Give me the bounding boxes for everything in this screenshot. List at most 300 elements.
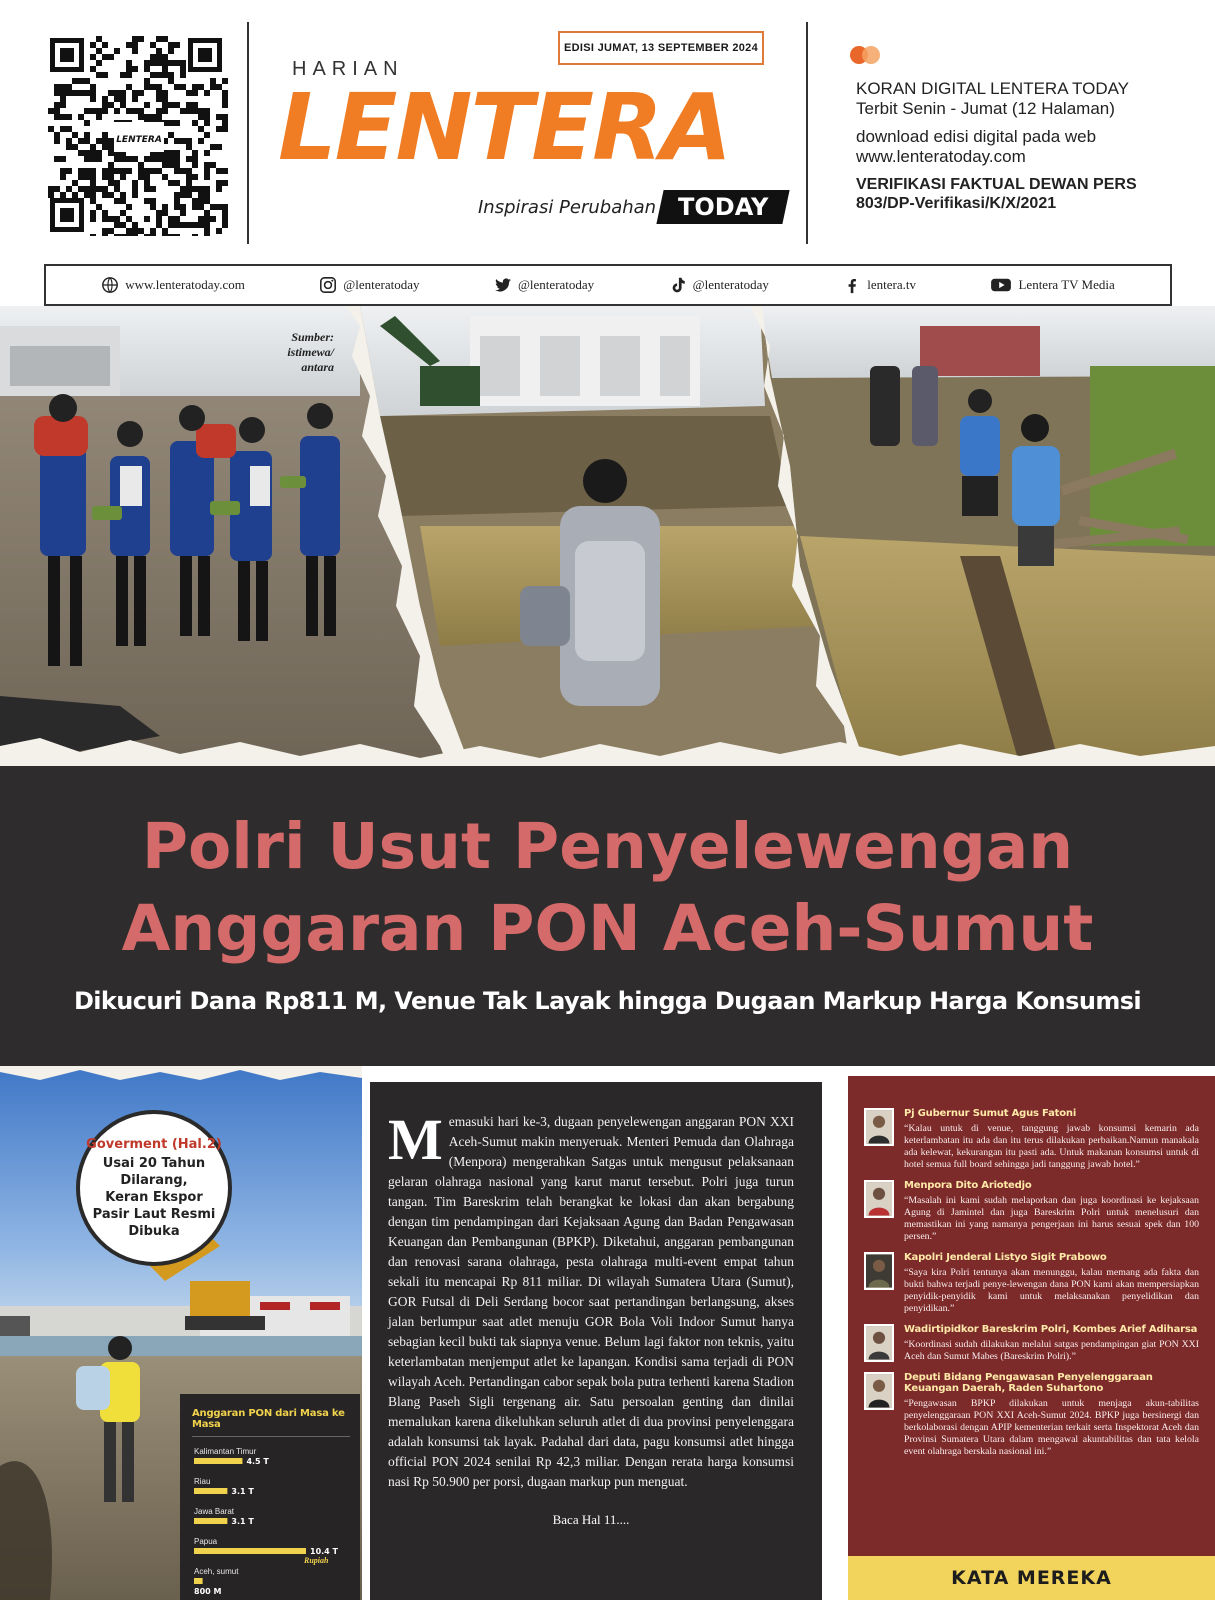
qr-module — [120, 234, 126, 236]
article-text: emasuki hari ke-3, dugaan penyelewengan anggaran PON XXI Aceh-Sumut makin menyeruak. Menteri Pemuda dan Olahraga (Menpora) mengerahkan Satgas untuk mengusut pelaksanaan gelaran olahraga nasional yang karut marut tersebut. Polri juga turun tangan. Tim Bareskrim telah berangkat ke lokasi dan akan bergabung dengan tim pendampingan dari Kejaksaan Agung dan Badan Pengawasan Keuangan dan Pembangunan (BPKP). Diketahui, anggaran pembangunan dan renovasi sarana olahraga, pesta olahraga multi-event empat tahun sekali itu mencapai Rp 811 miliar. Di wilayah Sumatera Utara (Sumut), GOR Futsal di Deli Serdang bocor saat pertandingan berlangsung, akses jalan berlumpur saat atlet menuju GOR Bola Voli Indoor Sumut hanya sebagian kecil bukti tak siapnya venue. Belum lagi faktor non teknis, yaitu keterlambatan menjemput atlet ke lapangan. Kondisi sama terjadi di PON wilayah Aceh. Pertandingan cabor sepak bola putra terhenti karena Stadion Blang Paseh Sigli tergenang air. Satu persoalan genting dan dinilai memalukan karena dikeluhkan seluruh atlet di dua provinsi penyelenggara adalah konsumsi tak layak. Padahal dari data, pagu konsumsi atlet hingga official PON 2024 senilai Rp 42,3 miliar. Dengan rerata harga konsumsi nasi Rp 50.900 per porsi, dugaan markup pun menguat. — [388, 1114, 794, 1489]
qr-module — [120, 156, 126, 162]
qr-module — [174, 162, 180, 168]
qr-module — [216, 144, 222, 150]
qr-module — [156, 48, 162, 54]
qr-module — [162, 102, 168, 108]
qr-module — [162, 156, 168, 162]
masthead-logo[interactable]: LENTERA — [278, 74, 731, 181]
qr-module — [78, 114, 84, 120]
qr-module — [162, 162, 168, 168]
qr-module — [108, 54, 114, 60]
promo-line: Keran Ekspor — [105, 1189, 203, 1205]
qr-module — [204, 192, 210, 198]
social-tiktok[interactable] — [669, 276, 769, 294]
qr-module — [204, 216, 210, 222]
qr-module — [66, 90, 72, 96]
qr-module — [222, 204, 228, 210]
chart-value-label: 4.5 T — [246, 1457, 269, 1466]
qr-module — [210, 162, 216, 168]
qr-module — [192, 204, 198, 210]
qr-module — [114, 198, 120, 204]
avatar — [864, 1180, 894, 1218]
qr-module — [48, 192, 54, 198]
qr-module — [138, 108, 144, 114]
qr-module — [84, 138, 90, 144]
qr-module — [102, 42, 108, 48]
qr-module — [156, 156, 162, 162]
qr-module — [126, 216, 132, 222]
globe-icon — [101, 276, 119, 294]
qr-module — [138, 36, 144, 42]
quote-item — [864, 1108, 1199, 1171]
quote-speaker: Deputi Bidang Pengawasan Penyelenggaraan Keuangan Daerah, Raden Suhartono — [904, 1372, 1153, 1394]
facebook-icon — [843, 276, 861, 294]
qr-module — [60, 84, 66, 90]
qr-module — [114, 156, 120, 162]
qr-module — [204, 108, 210, 114]
qr-module — [84, 90, 90, 96]
qr-module — [132, 90, 138, 96]
qr-module — [192, 234, 198, 236]
qr-module — [108, 174, 114, 180]
qr-module — [78, 186, 84, 192]
social-youtube[interactable] — [990, 276, 1114, 294]
qr-code — [48, 36, 228, 236]
qr-module — [144, 102, 150, 108]
qr-module — [150, 198, 156, 204]
quote-content — [904, 1372, 1199, 1458]
qr-module — [108, 162, 114, 168]
budget-chart — [180, 1394, 360, 1600]
qr-module — [186, 222, 192, 228]
qr-module — [96, 138, 102, 144]
qr-module — [186, 90, 192, 96]
qr-module — [222, 210, 228, 216]
verification-line: 803/DP-Verifikasi/K/X/2021 — [856, 195, 1057, 212]
qr-module — [60, 168, 66, 174]
qr-module — [180, 210, 186, 216]
qr-module — [114, 90, 120, 96]
qr-module — [174, 180, 180, 186]
qr-module — [156, 168, 162, 174]
qr-module — [198, 186, 204, 192]
qr-module — [108, 90, 114, 96]
qr-module — [174, 168, 180, 174]
qr-module — [144, 60, 150, 66]
quote-speaker: Kapolri Jenderal Listyo Sigit Prabowo — [904, 1252, 1107, 1263]
qr-module — [90, 234, 96, 236]
qr-module — [180, 186, 186, 192]
qr-module — [78, 168, 84, 174]
qr-module — [60, 174, 66, 180]
quote-speaker: Pj Gubernur Sumut Agus Fatoni — [904, 1108, 1077, 1119]
qr-module — [102, 96, 108, 102]
qr-module — [132, 228, 138, 234]
qr-module — [138, 114, 144, 120]
qr-module — [132, 186, 138, 192]
qr-module — [102, 144, 108, 150]
qr-module — [102, 132, 108, 138]
qr-module — [168, 60, 174, 66]
continue-link[interactable]: Baca Hal 11.... — [552, 1512, 630, 1527]
qr-module — [174, 198, 180, 204]
qr-module — [114, 234, 120, 236]
quote-text: “Pengawasan BPKP dilakukan untuk menjaga akun-tabilitas penyelenggaraan PON XXI Aceh-Sumut 2024. BPKP juga bersinergi dan berkolaborasi dengan APIP kementerian terkait serta Inspektorat Aceh dan Provinsi Sumatera Utara dalam mengawal akuntabilitas dan tata kelola event olahraga berskala nasional ini.” — [904, 1398, 1199, 1457]
qr-module — [72, 180, 78, 186]
qr-module — [150, 156, 156, 162]
qr-module — [120, 168, 126, 174]
chart-bar — [194, 1518, 227, 1524]
qr-module — [186, 108, 192, 114]
qr-module — [174, 60, 180, 66]
qr-module — [150, 186, 156, 192]
qr-module — [162, 204, 168, 210]
qr-module — [114, 48, 120, 54]
tiktok-icon — [669, 276, 687, 294]
qr-module — [222, 168, 228, 174]
qr-module — [186, 156, 192, 162]
qr-module — [126, 72, 132, 78]
qr-module — [222, 90, 228, 96]
qr-module — [102, 54, 108, 60]
qr-module — [216, 204, 222, 210]
qr-module — [174, 84, 180, 90]
qr-module — [210, 216, 216, 222]
social-website[interactable] — [101, 276, 245, 294]
qr-module — [168, 216, 174, 222]
quote-speaker: Menpora Dito Ariotedjo — [904, 1180, 1032, 1191]
qr-module — [162, 228, 168, 234]
qr-module — [192, 84, 198, 90]
qr-module — [90, 180, 96, 186]
qr-module — [180, 222, 186, 228]
qr-module — [222, 120, 228, 126]
qr-module — [162, 66, 168, 72]
qr-module — [60, 126, 66, 132]
qr-module — [162, 72, 168, 78]
qr-module — [54, 186, 60, 192]
today-label: TODAY — [677, 193, 769, 221]
qr-module — [222, 126, 228, 132]
info-line: download edisi digital pada web — [856, 127, 1097, 146]
qr-module — [108, 102, 114, 108]
qr-module — [96, 150, 102, 156]
qr-module — [66, 138, 72, 144]
qr-module — [216, 186, 222, 192]
person-icon — [866, 1254, 892, 1288]
qr-module — [54, 102, 60, 108]
qr-module — [96, 186, 102, 192]
chart-value-label: 3.1 T — [231, 1517, 254, 1526]
qr-module — [108, 150, 114, 156]
qr-module — [198, 222, 204, 228]
qr-module — [186, 138, 192, 144]
qr-module — [210, 204, 216, 210]
chart-value-label: 10.4 T — [310, 1547, 338, 1556]
masthead-tagline: Inspirasi Perubahan — [478, 197, 657, 218]
qr-module — [192, 108, 198, 114]
qr-module — [174, 138, 180, 144]
main-article — [370, 1082, 822, 1600]
qr-module — [180, 84, 186, 90]
qr-module — [126, 204, 132, 210]
qr-module — [198, 216, 204, 222]
qr-module — [156, 222, 162, 228]
avatar — [864, 1324, 894, 1362]
social-label: @lenteratoday — [692, 277, 769, 292]
qr-module — [108, 192, 114, 198]
qr-module — [84, 150, 90, 156]
article-dropcap: M — [388, 1107, 443, 1172]
qr-module — [204, 234, 210, 236]
qr-module — [150, 42, 156, 48]
qr-module — [102, 216, 108, 222]
qr-module — [192, 120, 198, 126]
qr-module — [84, 192, 90, 198]
social-instagram[interactable] — [319, 276, 419, 294]
qr-module — [96, 48, 102, 54]
qr-module — [120, 174, 126, 180]
qr-module — [114, 168, 120, 174]
social-label: Lentera TV Media — [1018, 277, 1115, 292]
qr-module — [84, 120, 90, 126]
qr-module — [132, 222, 138, 228]
qr-module — [78, 138, 84, 144]
qr-module — [102, 192, 108, 198]
promo-line: Pasir Laut Resmi — [92, 1206, 216, 1222]
qr-logo-text: LENTERA — [116, 135, 162, 145]
qr-module — [48, 186, 54, 192]
qr-module — [102, 102, 108, 108]
qr-module — [78, 150, 84, 156]
article-body — [388, 1107, 794, 1492]
qr-module — [102, 228, 108, 234]
qr-module — [204, 162, 210, 168]
chart-bar — [194, 1488, 227, 1494]
qr-code-graphic — [48, 36, 228, 236]
qr-module — [156, 210, 162, 216]
qr-module — [186, 144, 192, 150]
qr-module — [150, 234, 156, 236]
qr-module — [90, 54, 96, 60]
qr-module — [120, 192, 126, 198]
qr-module — [72, 132, 78, 138]
quote-content — [904, 1252, 1199, 1315]
qr-module — [144, 78, 150, 84]
qr-module — [174, 120, 180, 126]
qr-module — [90, 96, 96, 102]
qr-module — [192, 150, 198, 156]
headline-subtitle: Dikucuri Dana Rp811 M, Venue Tak Layak hingga Dugaan Markup Harga Konsumsi — [73, 987, 1142, 1015]
qr-module — [174, 42, 180, 48]
qr-module — [108, 144, 114, 150]
quote-item — [864, 1180, 1199, 1243]
qr-module — [210, 78, 216, 84]
qr-module — [120, 198, 126, 204]
chart-category-label: Riau — [194, 1477, 211, 1486]
headline-line-2: Anggaran PON Aceh-Sumut — [121, 892, 1094, 965]
qr-module — [66, 144, 72, 150]
qr-module — [174, 150, 180, 156]
chart-title: Anggaran PON dari Masa ke Masa — [192, 1408, 345, 1430]
qr-module — [180, 138, 186, 144]
qr-module — [180, 192, 186, 198]
quote-item — [864, 1324, 1199, 1363]
qr-module — [66, 168, 72, 174]
avatar — [864, 1108, 894, 1146]
qr-module — [168, 150, 174, 156]
qr-module — [108, 168, 114, 174]
qr-module — [198, 204, 204, 210]
qr-module — [60, 156, 66, 162]
qr-module — [144, 66, 150, 72]
qr-module — [90, 108, 96, 114]
qr-module — [162, 108, 168, 114]
publication-info — [856, 79, 1201, 213]
qr-module — [120, 210, 126, 216]
qr-module — [96, 60, 102, 66]
qr-module — [210, 84, 216, 90]
chart-divider — [192, 1436, 350, 1437]
qr-module — [144, 234, 150, 236]
brand-dot — [862, 46, 880, 64]
qr-module — [96, 204, 102, 210]
qr-module — [90, 66, 96, 72]
qr-module — [144, 168, 150, 174]
qr-module — [90, 156, 96, 162]
qr-module — [156, 108, 162, 114]
qr-module — [78, 174, 84, 180]
qr-module — [204, 90, 210, 96]
qr-module — [204, 174, 210, 180]
qr-module — [204, 210, 210, 216]
qr-module — [126, 42, 132, 48]
qr-module — [168, 102, 174, 108]
chart-category-label: Aceh, sumut — [194, 1567, 239, 1576]
chart-unit-note: Rupiah — [304, 1556, 329, 1565]
qr-module — [126, 60, 132, 66]
qr-module — [102, 174, 108, 180]
qr-module — [114, 108, 120, 114]
qr-module — [84, 174, 90, 180]
qr-module — [138, 168, 144, 174]
chart-value-label: 3.1 T — [231, 1487, 254, 1496]
qr-module — [156, 90, 162, 96]
qr-module — [162, 90, 168, 96]
qr-module — [60, 102, 66, 108]
qr-module — [216, 84, 222, 90]
qr-module — [174, 234, 180, 236]
qr-module — [222, 216, 228, 222]
qr-module — [168, 156, 174, 162]
qr-module — [60, 114, 66, 120]
qr-module — [96, 108, 102, 114]
qr-module — [168, 48, 174, 54]
qr-module — [192, 162, 198, 168]
qr-module — [156, 216, 162, 222]
qr-module — [198, 108, 204, 114]
qr-module — [210, 144, 216, 150]
qr-module — [174, 156, 180, 162]
qr-module — [96, 156, 102, 162]
social-label: @lenteratoday — [343, 277, 420, 292]
youtube-icon — [990, 276, 1012, 294]
qr-module — [78, 78, 84, 84]
qr-module — [132, 42, 138, 48]
qr-module — [108, 138, 114, 144]
qr-module — [96, 36, 102, 42]
qr-module — [54, 156, 60, 162]
qr-module — [90, 186, 96, 192]
qr-module — [216, 114, 222, 120]
qr-module — [96, 114, 102, 120]
chart-bar — [194, 1458, 242, 1464]
chart-category-label: Jawa Barat — [194, 1507, 235, 1516]
social-twitter[interactable] — [494, 276, 594, 294]
promo-circle[interactable] — [76, 1110, 232, 1266]
qr-module — [150, 204, 156, 210]
qr-module — [90, 90, 96, 96]
qr-module — [174, 192, 180, 198]
qr-module — [222, 222, 228, 228]
qr-module — [186, 102, 192, 108]
qr-module — [120, 222, 126, 228]
qr-module — [222, 102, 228, 108]
qr-module — [180, 72, 186, 78]
qr-module — [180, 60, 186, 66]
edition-date: EDISI JUMAT, 13 SEPTEMBER 2024 — [558, 31, 764, 65]
qr-module — [150, 60, 156, 66]
qr-module — [126, 156, 132, 162]
qr-module — [84, 156, 90, 162]
social-label: @lenteratoday — [517, 277, 595, 292]
qr-module — [168, 180, 174, 186]
chart-bar — [194, 1548, 306, 1554]
qr-module — [198, 84, 204, 90]
qr-module — [168, 162, 174, 168]
qr-module — [180, 108, 186, 114]
qr-module — [144, 186, 150, 192]
qr-module — [48, 108, 54, 114]
quote-item — [864, 1372, 1199, 1458]
qr-module — [156, 72, 162, 78]
person-icon — [866, 1374, 892, 1408]
qr-module — [156, 54, 162, 60]
qr-module — [216, 228, 222, 234]
header-divider-right — [806, 22, 808, 244]
qr-module — [174, 216, 180, 222]
info-line: Terbit Senin - Jumat (12 Halaman) — [856, 99, 1115, 118]
website-link[interactable]: www.lenteratoday.com — [856, 147, 1026, 166]
promo-line: Dibuka — [128, 1223, 180, 1239]
qr-module — [84, 108, 90, 114]
qr-module — [192, 186, 198, 192]
quote-text: “Masalah ini kami sudah melaporkan dan juga koordinasi ke kejaksaan Agung di Jamintel dan juga Bareskrim Polri untuk menelusuri dan memastikan ini yang namanya pengerjaan ini harus sesuai spek dan 100 persen.” — [904, 1195, 1199, 1242]
qr-module — [84, 78, 90, 84]
qr-module — [198, 198, 204, 204]
qr-module — [84, 132, 90, 138]
quote-content — [904, 1324, 1199, 1363]
qr-module — [108, 228, 114, 234]
info-line: KORAN DIGITAL LENTERA TODAY — [856, 79, 1130, 98]
qr-module — [204, 114, 210, 120]
qr-module — [66, 84, 72, 90]
photo-credit: Sumber: istimewa/ antara — [287, 330, 334, 374]
qr-module — [54, 132, 60, 138]
social-facebook[interactable] — [843, 276, 916, 294]
qr-module — [114, 180, 120, 186]
quote-content — [904, 1108, 1199, 1171]
